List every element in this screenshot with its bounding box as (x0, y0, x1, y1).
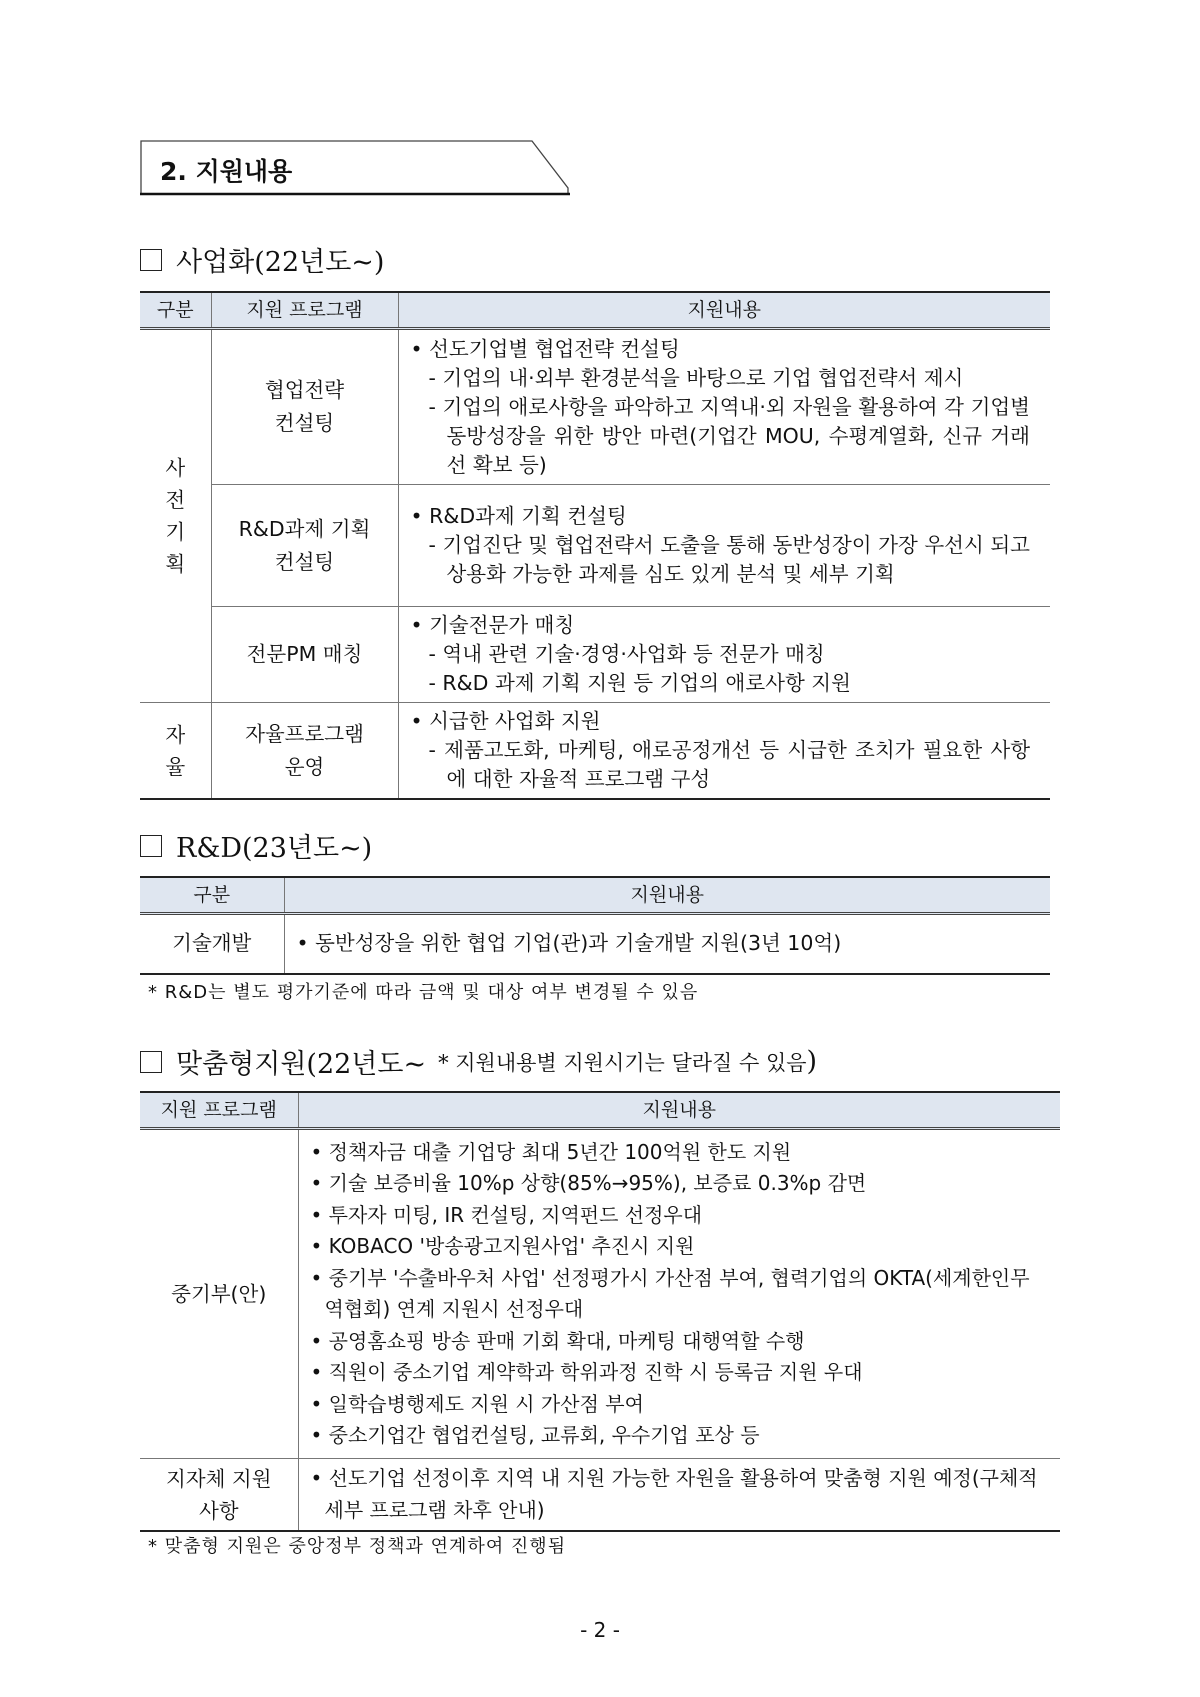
bullet-item: • 시급한 사업화 지원 (410, 709, 601, 733)
rnd-heading-text: R&D(23년도~) (176, 833, 373, 864)
content-cell (398, 485, 1050, 607)
table-header-row (140, 292, 1050, 329)
program-cell (211, 329, 398, 485)
program-line: 사항 (198, 1498, 239, 1523)
content-cell (398, 607, 1050, 703)
section-title: 2. 지원내용 (160, 157, 293, 186)
bullet-item: • 투자자 미팅, IR 컨설팅, 지역펀드 선정우대 (310, 1202, 703, 1227)
detail-item: - R&D 과제 기획 지원 등 기업의 애로사항 지원 (428, 671, 851, 695)
category-cell (140, 703, 211, 800)
bullet-item: • 중기부 '수출바우처 사업' 선정평가시 가산점 부여, 협력기업의 OKTA(세계한인무역협회) 연계 지원시 선정우대 (310, 1265, 1030, 1321)
bullet-item: • 공영홈쇼핑 방송 판매 기회 확대, 마케팅 대행역할 수행 (310, 1328, 805, 1353)
category-char: 획 (165, 552, 186, 576)
page-number: - 2 - (580, 1618, 620, 1642)
bullet-item: • 정책자금 대출 기업당 최대 5년간 100억원 한도 지원 (310, 1139, 792, 1164)
program-line: 자율프로그램 (245, 721, 364, 746)
header-category: 구분 (140, 877, 284, 914)
program-cell (211, 703, 398, 800)
table-row (140, 485, 1050, 607)
category-char: 율 (165, 754, 186, 779)
content-cell (398, 329, 1050, 485)
rnd-footnote: * R&D는 별도 평가기준에 따라 금액 및 대상 여부 변경될 수 있음 (148, 982, 699, 1003)
category-char: 기 (165, 520, 186, 544)
bullet-item: • 일학습병행제도 지원 시 가산점 부여 (310, 1391, 644, 1416)
table-row (140, 329, 1050, 485)
program-line: R&D과제 기획 (238, 516, 371, 541)
table-row (140, 914, 1050, 974)
content-cell (284, 914, 1050, 974)
header-content: 지원내용 (398, 292, 1050, 329)
program-line: 전문PM 매칭 (246, 642, 363, 666)
bullet-item: • 중소기업간 협업컨설팅, 교류회, 우수기업 포상 등 (310, 1423, 760, 1447)
custom-table (140, 1091, 1060, 1532)
bullet-item: • KOBACO '방송광고지원사업' 추진시 지원 (310, 1234, 695, 1258)
content-cell (298, 1129, 1060, 1459)
header-program: 지원 프로그램 (140, 1092, 298, 1129)
bullet-item: • 선도기업별 협업전략 컨설팅 (410, 336, 680, 361)
program-line: 지자체 지원 (165, 1466, 272, 1491)
program-line: 운영 (284, 754, 325, 779)
custom-heading-close: ) (806, 1046, 818, 1077)
program-cell (211, 485, 398, 607)
content-cell (298, 1459, 1060, 1532)
category-char: 자 (165, 722, 186, 747)
header-category: 구분 (140, 292, 211, 329)
checkbox-square-icon (140, 249, 162, 271)
category-char: 전 (165, 488, 186, 512)
checkbox-square-icon (140, 1051, 162, 1073)
table-row (140, 1459, 1060, 1532)
bullet-item: • 기술전문가 매칭 (410, 613, 575, 637)
program-line: 컨설팅 (274, 411, 335, 435)
detail-item: - 기업의 애로사항을 파악하고 지역내·외 자원을 활용하여 각 기업별 동방성장을 위한 방안 마련(기업간 MOU, 수평계열화, 신규 거래선 확보 등) (428, 394, 1030, 477)
commercialization-table (140, 291, 1050, 800)
bullet-item: • R&D과제 기획 컨설팅 (410, 504, 627, 528)
program-line: 컨설팅 (274, 549, 335, 574)
category-char: 사 (165, 456, 186, 480)
checkbox-square-icon (140, 835, 162, 857)
section-header (140, 140, 570, 196)
table-header-row (140, 877, 1050, 914)
detail-item: - 제품고도화, 마케팅, 애로공정개선 등 시급한 조치가 필요한 사항에 대한 자율적 프로그램 구성 (428, 738, 1030, 791)
commercialization-heading-text: 사업화(22년도~) (176, 247, 385, 278)
table-row (140, 703, 1050, 800)
commercialization-heading (140, 240, 384, 279)
program-cell (140, 1459, 298, 1532)
table-row (140, 607, 1050, 703)
bullet-item: • 선도기업 선정이후 지역 내 지원 가능한 자원을 활용하여 맞춤형 지원 예정(구체적 세부 프로그램 차후 안내) (310, 1466, 1038, 1522)
table-row (140, 1129, 1060, 1459)
table-header-row (140, 1092, 1060, 1129)
header-program: 지원 프로그램 (211, 292, 398, 329)
program-cell (211, 607, 398, 703)
custom-heading-text: 맞춤형지원(22년도~ (176, 1049, 427, 1080)
content-cell (398, 703, 1050, 800)
program-line: 협업전략 (264, 378, 345, 402)
custom-heading-note: * 지원내용별 지원시기는 달라질 수 있음 (438, 1050, 807, 1075)
category-cell: 기술개발 (140, 914, 284, 974)
custom-heading (140, 1042, 817, 1081)
bullet-item: • 직원이 중소기업 계약학과 학위과정 진학 시 등록금 지원 우대 (310, 1360, 863, 1384)
detail-item: - 기업의 내·외부 환경분석을 바탕으로 기업 협업전략서 제시 (428, 365, 964, 390)
program-cell: 중기부(안) (140, 1129, 298, 1459)
rnd-table (140, 876, 1050, 975)
category-cell (140, 329, 211, 703)
bullet-item: • 기술 보증비율 10%p 상향(85%→95%), 보증료 0.3%p 감면 (310, 1171, 867, 1195)
detail-item: - 역내 관련 기술·경영·사업화 등 전문가 매칭 (428, 642, 825, 666)
detail-item: - 기업진단 및 협업전략서 도출을 통해 동반성장이 가장 우선시 되고 상용화 가능한 과제를 심도 있게 분석 및 세부 기획 (428, 533, 1030, 586)
custom-footnote: * 맞춤형 지원은 중앙정부 정책과 연계하여 진행됨 (148, 1536, 567, 1557)
bullet-item: • 동반성장을 위한 협업 기업(관)과 기술개발 지원(3년 10억) (296, 931, 842, 956)
header-content: 지원내용 (298, 1092, 1060, 1129)
header-content: 지원내용 (284, 877, 1050, 914)
rnd-heading (140, 826, 372, 865)
